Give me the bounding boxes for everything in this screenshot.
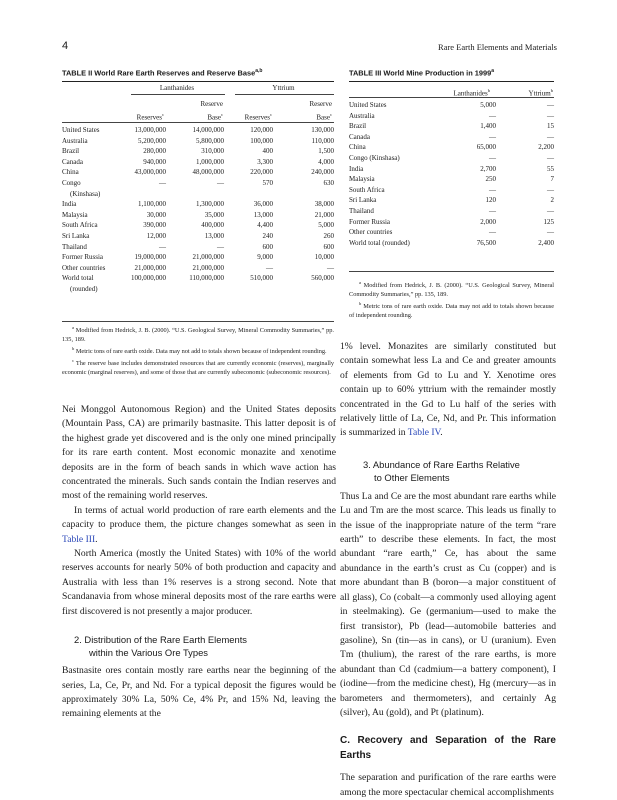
table2-row (62, 242, 334, 253)
table2-cell-yttrium-reserves: 220,000 (250, 168, 273, 177)
table2-cell-yttrium-reserves: 9,000 (257, 253, 273, 262)
table3-header-rule (349, 97, 554, 98)
table2-cell-lanthanide-reserves: 12,000 (146, 231, 166, 240)
table2-cell-yttrium-reserves: 36,000 (253, 200, 273, 209)
table2-cell-country: India (62, 200, 77, 209)
table-iv-link[interactable]: Table IV (407, 427, 441, 439)
table2-cell-yttrium-reserves: 240 (262, 231, 273, 240)
right-paragraph-2: Thus La and Ce are the most abundant rare earths while Lu and Tm are the most scarce. This leads us finally to the issue of the inappropriate nature of the term “rare earth” to describe these elements. In fact, the most abundant “rare earth,” Ce, has about the same abundance in the earth’s crust as Cu (copper) and is more abundant than B (boron—a major constituent of all glass), Co (cobalt—a commonly used alloying agent in steelmaking). Ge (germanium—used to make the first transistor), Pb (lead—automobile batteries and gasoline), Sn (tin—as in cans), or U (uranium). Even Tm (thulium), the rarest of the rare earths, is more abundant than Cd (cadmium—a battery component), I (iodine—from the medicine chest), Hg (mercury—as in barometers and thermometers), and certainly Ag (silver), Au (gold), and Pt (platinum). (340, 490, 556, 718)
table2-cell-yttrium-reserves: 3,300 (257, 157, 273, 166)
table3-cell-lanthanides: 2,700 (480, 164, 496, 173)
table2-cell-lanthanide-base: 21,000,000 (192, 263, 224, 272)
table2-cell-country: Other countries (62, 263, 106, 272)
table3-row (349, 132, 554, 143)
table2-body (62, 125, 334, 295)
table2-cell-lanthanide-reserves: 43,000,000 (134, 168, 166, 177)
table2-cell-lanthanide-base: 310,000 (201, 147, 224, 156)
table3-cell-country: Australia (349, 111, 375, 120)
table2-cell-lanthanide-reserves: 21,000,000 (134, 263, 166, 272)
table2-cell-lanthanide-base: 13,000 (204, 231, 224, 240)
table3-bottom-rule (349, 271, 554, 272)
table2-cell-lanthanide-base: — (217, 242, 224, 251)
table2-row (62, 136, 334, 147)
table3-row (349, 238, 554, 249)
table2-row (62, 252, 334, 263)
table2-cell-country: Former Russia (62, 253, 104, 262)
table2-row (62, 231, 334, 242)
table3-cell-country: United States (349, 101, 387, 109)
table2-cell-lanthanide-base: 400,000 (201, 221, 224, 230)
table2-yttrium-rule (235, 94, 334, 95)
table2-hdr-base-y: Base$^c$ (316, 112, 332, 122)
table3-footnote-a: $^a$ Modified from Hedrick, J. B. (2000). “U.S. Geological Survey, Mineral Commodity Summaries,” pp. 135, 189. (349, 280, 554, 299)
table2-bottom-rule (62, 321, 334, 322)
table2-row (62, 125, 334, 136)
table2-row (62, 167, 334, 178)
table3-cell-yttrium: — (547, 101, 554, 109)
table2-cell-yttrium-base: 110,000 (311, 136, 334, 145)
table3-hdr-lanthanides: Lanthanides$^b$ (453, 88, 490, 98)
right-paragraph-3: The separation and purification of the rare earths were among the more spectacular chemical accomplishments (340, 772, 556, 798)
right-paragraph-1: 1% level. Monazites are similarly constituted but contain somewhat less La and Ce and greater amounts of elements from Gd to Lu and Y. Xenotime ores contain up to 60% yttrium with the remainder mostly concentrated in the Gd to Lu half of the series with relatively little of La, Ce, Nd, and Pr. This information is summarized in Table IV. (340, 341, 556, 439)
table2-cell-lanthanide-reserves: 13,000,000 (134, 126, 166, 134)
table2-header-rule (62, 122, 334, 123)
table2-cell-lanthanide-base: 21,000,000 (192, 253, 224, 262)
table3-row (349, 206, 554, 217)
table2-cell-country: Congo (Kinshasa) (62, 178, 101, 198)
table3-footnotes (349, 278, 554, 320)
table2-cell-yttrium-reserves: 600 (262, 242, 273, 251)
table2-hdr-base-l: Base$^c$ (207, 112, 223, 122)
table2-hdr-reserves-y: Reserves$^c$ (244, 112, 272, 122)
table3-cell-yttrium: — (547, 228, 554, 237)
section-3-heading: 3. Abundance of Rare Earths Relative to Other Elements (363, 458, 520, 483)
table2-cell-lanthanide-base: 1,000,000 (196, 157, 224, 166)
table2-cell-yttrium-reserves: 400 (262, 147, 273, 156)
table3-cell-lanthanides: — (489, 111, 496, 120)
table3-row (349, 185, 554, 196)
table3-row (349, 174, 554, 185)
table2-cell-yttrium-reserves: 13,000 (253, 210, 273, 219)
table2-cell-country: South Africa (62, 221, 98, 230)
table3-cell-country: Congo (Kinshasa) (349, 153, 400, 162)
table2-title: TABLE II World Rare Earth Reserves and Reserve Base$^{a,b}$ (62, 68, 263, 78)
table2-cell-yttrium-reserves: 570 (262, 178, 273, 187)
table3-cell-yttrium: 2 (550, 196, 554, 205)
table3-cell-country: Thailand (349, 206, 374, 215)
table3-row (349, 227, 554, 238)
table2-cell-yttrium-reserves: 120,000 (250, 126, 273, 134)
table3-cell-lanthanides: 250 (485, 175, 496, 184)
table3-cell-lanthanides: — (489, 185, 496, 194)
table3-cell-country: Brazil (349, 122, 367, 131)
table3-cell-lanthanides: 2,000 (480, 217, 496, 226)
table3-cell-yttrium: — (547, 132, 554, 141)
table3-footnote-b: $^b$ Metric tons of rare earth oxide. Data may not add to totals shown because of independent rounding. (349, 301, 554, 320)
table2-row (62, 199, 334, 210)
table3-row (349, 142, 554, 153)
table3-cell-lanthanides: 120 (485, 196, 496, 205)
table3-hdr-yttrium: Yttrium$^b$ (528, 88, 553, 98)
table3-cell-country: China (349, 143, 366, 152)
table2-hdr-reserves-l: Reserves$^c$ (136, 112, 164, 122)
table2-footnote-b: $^b$ Metric tons of rare earth oxide. Data may not add to totals shown because of independent rounding. (72, 346, 327, 356)
table3-cell-country: Other countries (349, 228, 393, 237)
table2-cell-lanthanide-base: 1,300,000 (196, 200, 224, 209)
table2-cell-lanthanide-base: 48,000,000 (192, 168, 224, 177)
table3-cell-yttrium: 2,400 (538, 238, 554, 247)
table3-cell-country: Canada (349, 132, 370, 141)
table3-title: TABLE III World Mine Production in 1999$^a$ (349, 68, 494, 78)
table3-cell-yttrium: 7 (550, 175, 554, 184)
table2-cell-country: Sri Lanka (62, 231, 90, 240)
table2-cell-yttrium-base: 630 (323, 178, 334, 187)
table3-cell-lanthanides: — (489, 206, 496, 215)
table3-row (349, 164, 554, 175)
table2-cell-lanthanide-reserves: — (159, 178, 166, 187)
table3-cell-country: India (349, 164, 364, 173)
table3-cell-country: World total (rounded) (349, 238, 410, 247)
table2-hdr-reserve-y: Reserve (309, 100, 332, 108)
table3-cell-yttrium: — (547, 153, 554, 162)
table2-cell-yttrium-reserves: 4,400 (257, 221, 273, 230)
table2-cell-yttrium-base: 130,000 (311, 126, 334, 134)
table3-row (349, 100, 554, 111)
table2-cell-lanthanide-reserves: 19,000,000 (134, 253, 166, 262)
table3-body (349, 100, 554, 248)
table3-cell-lanthanides: 5,000 (480, 101, 496, 109)
left-paragraph-2: In terms of actual world production of rare earth elements and the capacity to produce them, the picture changes somewhat as seen in Table III. (62, 504, 336, 545)
table3-top-rule (349, 81, 554, 82)
table2-cell-yttrium-base: 4,000 (318, 157, 334, 166)
table3-row (349, 217, 554, 228)
table2-row (62, 210, 334, 221)
table2-top-rule (62, 81, 334, 82)
table2-cell-yttrium-base: 1,500 (318, 147, 334, 156)
table3-row (349, 111, 554, 122)
table2-group-yttrium: Yttrium (272, 84, 295, 92)
table2-row (62, 157, 334, 168)
table2-row (62, 273, 334, 294)
right-body-text (340, 340, 556, 800)
table3-cell-yttrium: — (547, 206, 554, 215)
left-body-text (62, 403, 336, 722)
table2-cell-lanthanide-reserves: 5,200,000 (138, 136, 166, 145)
table-iii-link[interactable]: Table III (62, 533, 96, 545)
table3-row (349, 121, 554, 132)
table2-cell-lanthanide-base: — (217, 178, 224, 187)
table2-cell-lanthanide-reserves: 100,000,000 (131, 274, 166, 283)
table2-cell-country: United States (62, 126, 100, 134)
table2-cell-lanthanide-reserves: 940,000 (143, 157, 166, 166)
table2-cell-yttrium-base: 560,000 (311, 274, 334, 283)
table3-cell-country: South Africa (349, 185, 385, 194)
table2-cell-country: Thailand (62, 242, 87, 251)
table3-cell-yttrium: 2,200 (538, 143, 554, 152)
table2-cell-lanthanide-base: 35,000 (204, 210, 224, 219)
table2-row (62, 178, 334, 199)
table2-row (62, 263, 334, 274)
table2-cell-lanthanide-reserves: 390,000 (143, 221, 166, 230)
section-c-heading: C. Recovery and Separation of the Rare Earths (340, 735, 556, 761)
table2-cell-yttrium-reserves: — (266, 263, 273, 272)
table2-cell-yttrium-base: 38,000 (314, 200, 334, 209)
table3-cell-country: Sri Lanka (349, 196, 377, 205)
table3-cell-yttrium: 15 (547, 122, 554, 131)
left-paragraph-1: Nei Monggol Autonomous Region) and the United States deposits (Mountain Pass, CA) are primarily bastnasite. This latter deposit is of the highest grade yet discovered and is the only one mined principally for its rare earth content. Most economic monazite and xenotime deposits are in the form of beach sands in which wave action has concentrated the minerals. Such sands contain the Indian reserves and most of the remaining world reserves. (62, 404, 336, 502)
table3-cell-yttrium: 55 (547, 164, 554, 173)
table2-footnote-a: $^a$ Modified from Hedrick, J. B. (2000). “U.S. Geological Survey, Mineral Commodity Summaries,” pp. 135, 189. (62, 325, 334, 344)
table3-cell-lanthanides: — (489, 153, 496, 162)
page-number: 4 (62, 40, 69, 52)
table3-row (349, 153, 554, 164)
table2-cell-lanthanide-base: 14,000,000 (192, 126, 224, 134)
table3-cell-yttrium: 125 (543, 217, 554, 226)
table2-cell-country: China (62, 168, 79, 177)
table2-cell-yttrium-base: 600 (323, 242, 334, 251)
table2-cell-yttrium-base: — (327, 263, 334, 272)
section-2-heading: 2. Distribution of the Rare Earth Elements within the Various Ore Types (74, 634, 247, 659)
table2-footnote-c: $^c$ The reserve base includes demonstrated resources that are currently economic (reserves), marginally economic (marginal reserves), and some of those that are currently subeconomic (subeconomic resources). (62, 358, 334, 377)
table3-cell-country: Former Russia (349, 217, 391, 226)
table2-cell-country: Brazil (62, 147, 80, 156)
table2-cell-lanthanide-base: 110,000,000 (189, 274, 224, 283)
running-title: Rare Earth Elements and Materials (438, 42, 557, 52)
table2-cell-country: Australia (62, 136, 88, 145)
left-paragraph-4: Bastnasite ores contain mostly rare earths near the beginning of the series, La, Ce, Pr, and Nd. For a typical deposit the figures would be approximately 30% La, 50% Ce, 4% Pr, and 15% Nd, leaving the remaining elements at the (62, 665, 336, 720)
table2-hdr-reserve-l: Reserve (200, 100, 223, 108)
table2-cell-yttrium-base: 21,000 (314, 210, 334, 219)
table2-cell-lanthanide-reserves: 30,000 (146, 210, 166, 219)
left-paragraph-3: North America (mostly the United States) with 10% of the world reserves accounts for nearly 50% of both production and capacity and Australia with less than 1% reserves is a strong second. Note that Scandanavia from whose mineral deposits most of the rare earths were first discovered is not presently a major producer. (62, 548, 336, 617)
table2-row (62, 146, 334, 157)
table3-cell-lanthanides: — (489, 228, 496, 237)
table2-cell-country: Malaysia (62, 210, 88, 219)
table2-cell-yttrium-base: 240,000 (311, 168, 334, 177)
table3-cell-country: Malaysia (349, 175, 375, 184)
table2-cell-country: Canada (62, 157, 83, 166)
table3-cell-lanthanides: 65,000 (476, 143, 496, 152)
table2-cell-yttrium-base: 10,000 (314, 253, 334, 262)
table2-cell-lanthanide-reserves: 280,000 (143, 147, 166, 156)
table2-cell-country: World total (rounded) (62, 274, 98, 293)
table2-cell-lanthanide-base: 5,800,000 (196, 136, 224, 145)
table2-cell-yttrium-reserves: 510,000 (250, 274, 273, 283)
table2-lanthanides-rule (131, 94, 225, 95)
table3-cell-lanthanides: 76,500 (476, 238, 496, 247)
table2-footnotes (62, 323, 334, 377)
table3-cell-yttrium: — (547, 111, 554, 120)
table2-group-lanthanides: Lanthanides (159, 84, 195, 92)
table2-row (62, 220, 334, 231)
table2-cell-yttrium-base: 5,000 (318, 221, 334, 230)
table3-row (349, 195, 554, 206)
table3-cell-lanthanides: — (489, 132, 496, 141)
table2-cell-lanthanide-reserves: 1,100,000 (138, 200, 166, 209)
table3-cell-lanthanides: 1,400 (480, 122, 496, 131)
table2-cell-yttrium-reserves: 100,000 (250, 136, 273, 145)
table2-cell-lanthanide-reserves: — (159, 242, 166, 251)
table3-cell-yttrium: — (547, 185, 554, 194)
table2-cell-yttrium-base: 260 (323, 231, 334, 240)
